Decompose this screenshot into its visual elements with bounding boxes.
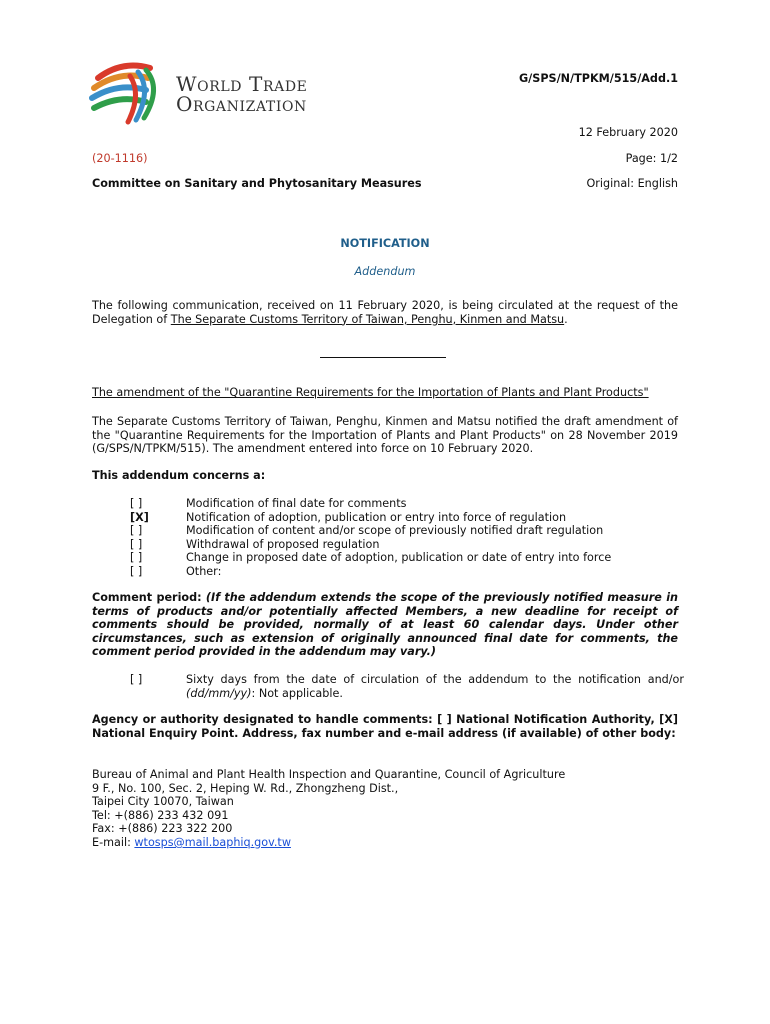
option-value: : Not applicable. <box>251 686 343 700</box>
wordmark-line2: Organization <box>176 92 307 116</box>
concerns-heading: This addendum concerns a: <box>92 469 266 482</box>
checkbox: [ ] <box>130 537 143 551</box>
page-number: Page: 1/2 <box>625 152 678 165</box>
comment-period-paragraph <box>92 591 678 659</box>
notification-title: NOTIFICATION <box>340 237 430 250</box>
concern-label: Other: <box>186 564 222 578</box>
concern-label: Withdrawal of proposed regulation <box>186 537 380 551</box>
amendment-body: The Separate Customs Territory of Taiwan, Penghu, Kinmen and Matsu notified the draft amendment of the "Quarantine Requirements for the Importation of Plants and Plant Products" on 28 November 2019 (G/SPS/N/TPKM/515). The amendment entered into force on 10 February 2020. <box>92 415 678 456</box>
addendum-subtitle: Addendum <box>354 265 416 278</box>
agency-address-line1: 9 F., No. 100, Sec. 2, Heping W. Rd., Zhongzheng Dist., <box>92 781 399 795</box>
separator-line <box>320 357 446 358</box>
comment-period-label: Comment period: <box>92 591 206 604</box>
wordmark-line1: World Trade <box>176 72 308 96</box>
option-format: (dd/mm/yy) <box>186 686 252 700</box>
checkbox: [ ] <box>130 564 143 578</box>
checkbox: [ ] <box>130 497 143 510</box>
delegation-name: The Separate Customs Territory of Taiwan, Penghu, Kinmen and Matsu <box>170 312 565 326</box>
document-symbol: G/SPS/N/TPKM/515/Add.1 <box>519 72 678 85</box>
email-link[interactable]: wtosps@mail.baphiq.gov.tw <box>134 835 291 849</box>
intro-paragraph <box>92 299 678 326</box>
concern-label: Change in proposed date of adoption, publication or date of entry into force <box>186 551 612 564</box>
intro-text: The following communication, received on 11 February 2020, is being circulated at the request of the Delegation of <box>92 299 678 326</box>
agency-fax: Fax: +(886) 223 322 200 <box>92 822 233 836</box>
agency-address <box>92 768 678 850</box>
checkbox-checked: [X] <box>130 510 149 524</box>
comment-period-note: (If the addendum extends the scope of the previously notified measure in terms of products and/or potentially affected Members, a new deadline for receipt of comments should be provided, normally of at least 60 calendar days. Under other circumstances, such as extension of originally announced final date for comments, the comment period provided in the addendum may vary.) <box>92 591 678 659</box>
document-reference: (20-1116) <box>92 152 148 165</box>
concern-label: Modification of content and/or scope of previously notified draft regulation <box>186 524 604 537</box>
concern-label: Modification of final date for comments <box>186 497 407 510</box>
option-text: Sixty days from the date of circulation of the addendum to the notification and/or <box>186 673 684 686</box>
amendment-title: The amendment of the "Quarantine Requirements for the Importation of Plants and Plant Products" <box>92 386 649 399</box>
wto-logo <box>84 58 334 130</box>
checkbox: [ ] <box>130 524 143 537</box>
concern-label: Notification of adoption, publication or entry into force of regulation <box>186 510 567 524</box>
committee-name: Committee on Sanitary and Phytosanitary Measures <box>92 177 422 190</box>
agency-address-line2: Taipei City 10070, Taiwan <box>92 795 234 809</box>
email-label: E-mail: <box>92 835 135 849</box>
comment-option-text <box>186 673 684 700</box>
checkbox: [ ] <box>130 673 143 686</box>
agency-heading: Agency or authority designated to handle comments: [ ] National Notification Authority, [X] National Enquiry Point. Address, fax number and e-mail address (if available) of other body: <box>92 713 678 740</box>
original-language: Original: English <box>586 177 678 190</box>
agency-name: Bureau of Animal and Plant Health Inspection and Quarantine, Council of Agriculture <box>92 768 566 781</box>
agency-email-row <box>92 836 678 850</box>
agency-tel: Tel: +(886) 233 432 091 <box>92 808 229 822</box>
checkbox: [ ] <box>130 551 143 564</box>
document-date: 12 February 2020 <box>578 126 678 139</box>
wto-logo-icon <box>84 58 174 130</box>
intro-end: . <box>564 312 568 326</box>
